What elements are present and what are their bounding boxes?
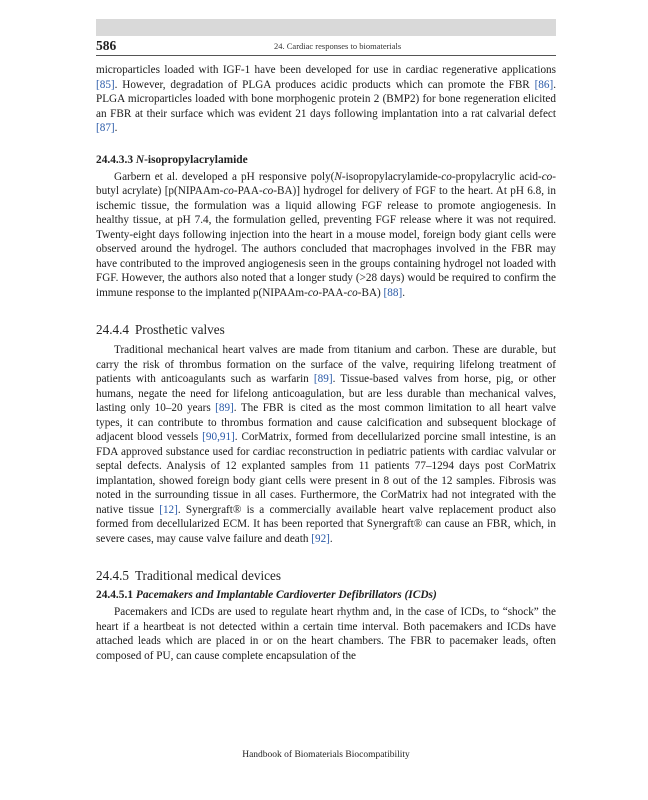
citation-link[interactable]: [89] — [313, 373, 333, 385]
section-number: 24.4.3.3 — [96, 153, 134, 166]
text-italic: co — [223, 185, 234, 197]
text-italic: co — [307, 286, 319, 299]
text-run: . — [329, 532, 333, 545]
page-number: 586 — [96, 38, 117, 53]
text-run: . The FBR is cited as the most common limitation to all heart valve types, it can contribute to thrombus formation and cause calcification and subsequent blockage of adjacent blood vessels — [96, 402, 556, 443]
citation-link[interactable]: [12] — [159, 503, 178, 516]
subsection-heading-24-4-5-1 — [96, 589, 556, 601]
section-number: 24.4.5.1 — [96, 589, 134, 601]
section-title: Traditional medical devices — [134, 568, 281, 583]
section-number: 24.4.4 — [96, 322, 129, 337]
text-italic: co — [347, 286, 358, 299]
text-run: . Synergraft® is a commercially available heart valve replacement product also formed from decellularized ECM. It has been reported that Synergraft® can cause an FBR, which, in severe cases, may cause valve failure and death — [96, 503, 556, 545]
running-title: 24. Cardiac responses to biomaterials — [274, 41, 402, 51]
text-run: -propylacrylic acid- — [451, 170, 542, 183]
text-run: Garbern et al. developed a pH responsive poly( — [114, 170, 335, 183]
text-run: . CorMatrix, formed from decellularized porcine small intestine, is an FDA approved substance used for cardiac reconstruction in pediatric patients with cardiac valvular or septal defects. Analysis of 12 explanted samples from 11 patients 77–1294 days post CorMatrix implantation, showed foreign body giant cells were present in 8 out of the 12 samples. Fibrosis was noted in the surrounding tissue in all cases. Furthermore, the CorMatrix had not integrated with the native tissue — [96, 431, 556, 516]
header-bar — [96, 19, 556, 36]
section-number: 24.4.5 — [96, 568, 129, 583]
citation-link[interactable]: [92] — [311, 532, 330, 545]
text-run: microparticles loaded with IGF-1 have been developed for use in cardiac regenerative applications — [96, 64, 556, 76]
paragraph-plga — [96, 63, 556, 136]
page-footer: Handbook of Biomaterials Biocompatibility — [242, 750, 410, 760]
text-run: -butyl acrylate) [p(NIPAAm- — [96, 170, 556, 197]
text-italic: co — [441, 170, 452, 183]
paragraph-prosthetic-valves — [96, 343, 556, 546]
text-run: -PAA- — [233, 185, 263, 197]
text-italic: N — [334, 170, 342, 183]
page-body — [96, 63, 556, 663]
citation-link[interactable]: [89] — [215, 402, 234, 414]
paragraph-pacemakers: Pacemakers and ICDs are used to regulate heart rhythm and, in the case of ICDs, to “shock” the heart if a heartbeat is not detected within a certain time interval. Both pacemakers and ICDs have attached leads which are placed in or on the heart chambers. The FBR to pacemaker leads, often composed of PU, can cause complete encapsulation of the — [96, 606, 556, 662]
text-run: . PLGA microparticles loaded with bone morphogenic protein 2 (BMP2) for bone regeneration elicited an FBR at their surface which was evident 21 days following implantation into a rat calvarial defect — [96, 78, 556, 120]
section-title: -isopropylacrylamide — [144, 153, 248, 166]
text-run: -PAA- — [318, 286, 348, 299]
section-title-italic: Pacemakers and Implantable Cardioverter Defibrillators (ICDs) — [135, 589, 437, 601]
text-run: . Tissue-based valves from horse, pig, or other humans, negate the need for lifelong anticoagulation, but are less durable than mechanical valves, lasting only 10–20 years — [96, 373, 556, 414]
text-run: . — [114, 122, 118, 134]
paragraph-nipaam — [96, 170, 556, 301]
text-run: . — [402, 286, 405, 299]
text-run: . However, degradation of PLGA produces acidic products which can promote the FBR — [114, 78, 535, 91]
citation-link[interactable]: [88] — [383, 286, 403, 299]
citation-link[interactable]: [85] — [96, 78, 115, 91]
text-italic: co — [541, 170, 553, 183]
text-italic: co — [262, 185, 274, 197]
section-heading-24-4-4 — [96, 322, 556, 338]
citation-link[interactable]: [90,91] — [202, 431, 235, 443]
section-heading-24-4-5 — [96, 568, 556, 584]
page-header — [96, 37, 556, 56]
text-run: -isopropylacrylamide- — [341, 170, 442, 183]
text-run: -BA)] hydrogel for delivery of FGF to the heart. At pH 6.8, in ischemic tissue, the formulation was a liquid allowing FGF release to promote angiogenesis. In healthy tissue, at pH 7.4, the formulation gelled, preventing FGF release where it was not required. Twenty-eight days following injection into the heart in a mouse model, foreign body giant cells were observed around the hydrogel. The authors concluded that macrophages involved in the FBR may have contributed to the improved angiogenesis seen in the groups containing hydrogel not loaded with FGF. However, the authors also noted that a longer study (>28 days) would be required to confirm the immune response to the implanted p(NIPAAm- — [96, 185, 556, 299]
citation-link[interactable]: [86] — [534, 78, 554, 91]
section-title-italic: N — [135, 153, 145, 166]
text-run: -BA) — [357, 286, 384, 299]
text-run: Traditional mechanical heart valves are made from titanium and carbon. These are durable, but carry the risk of thrombus formation on the surface of the valve, requiring lifelong treatment of patients with anticoagulants such as warfarin — [96, 344, 556, 385]
citation-link[interactable]: [87] — [96, 122, 115, 134]
section-title: Prosthetic valves — [134, 322, 225, 337]
subsection-heading-24-4-3-3 — [96, 154, 556, 166]
